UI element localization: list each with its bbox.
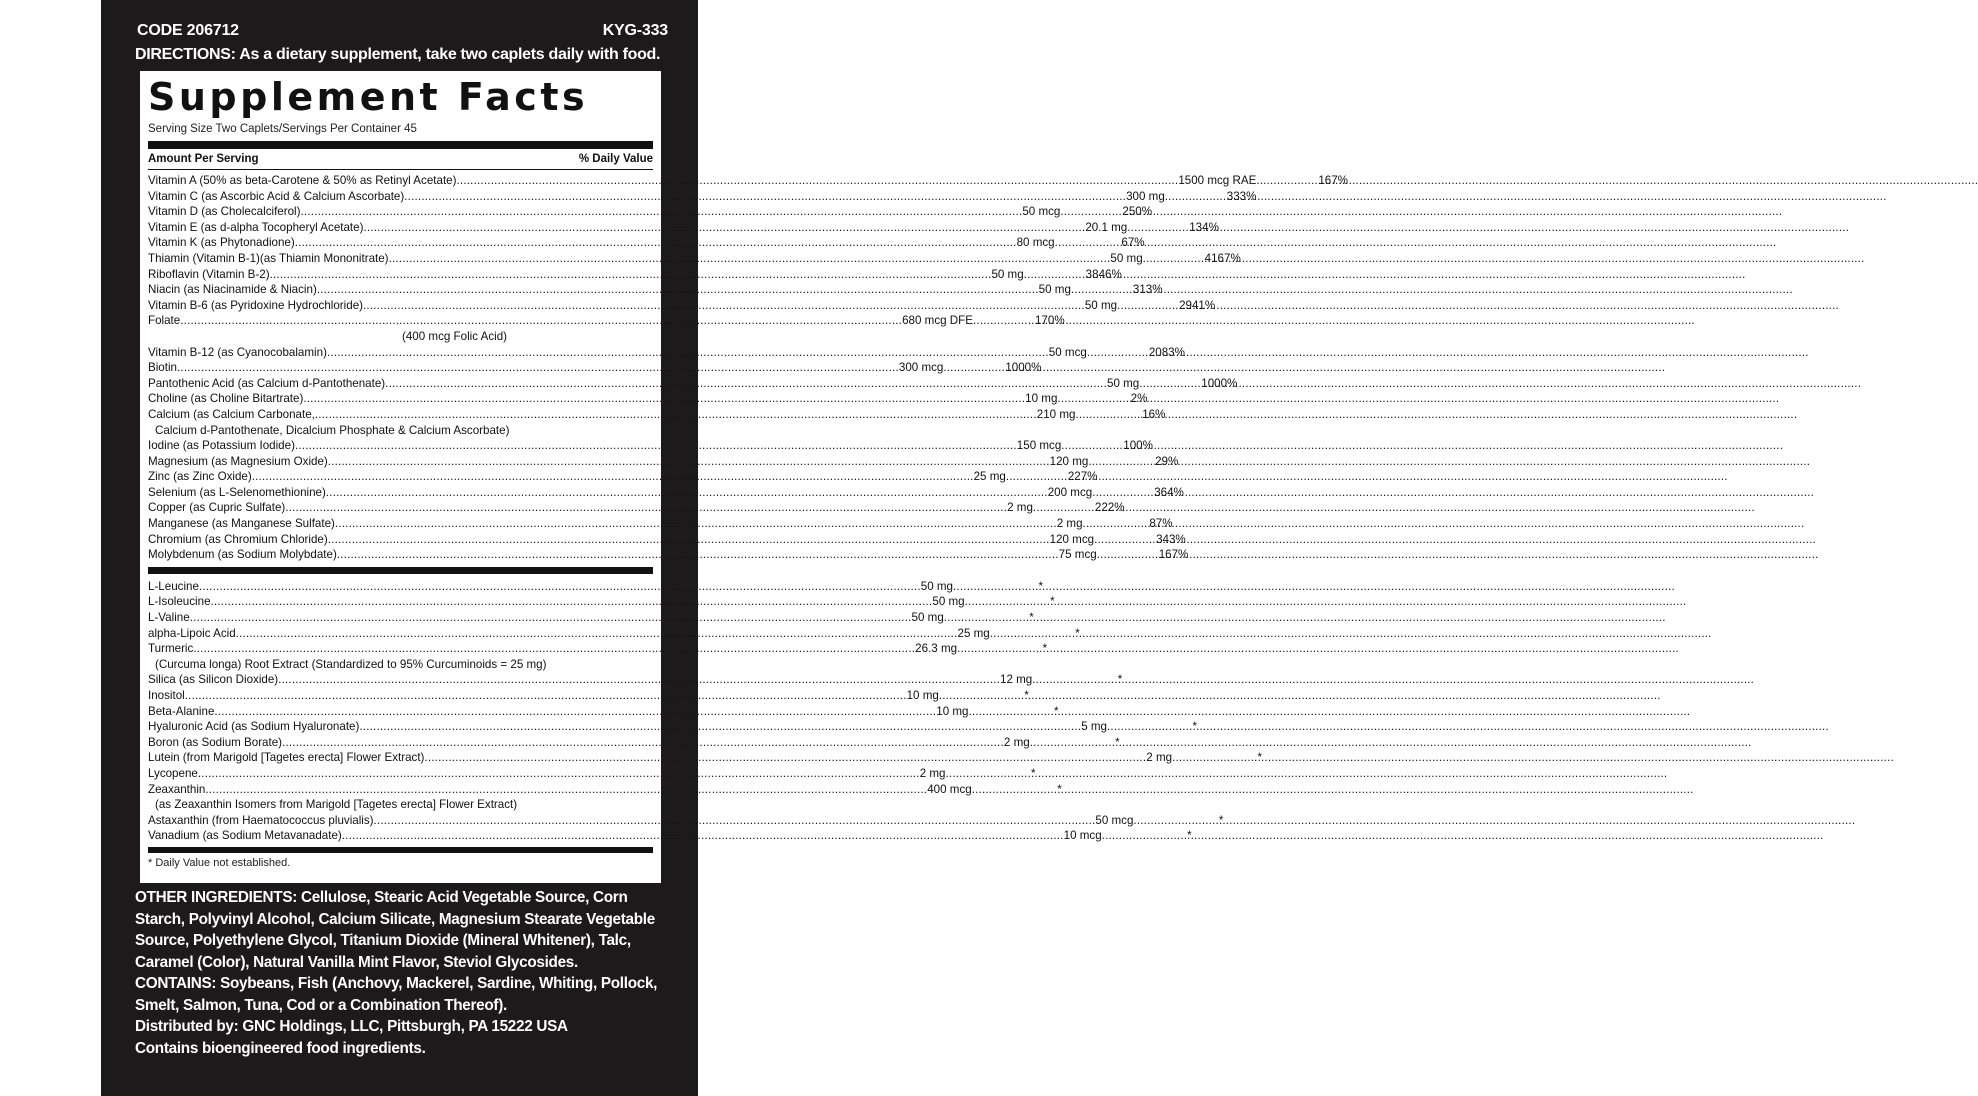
nutrient-daily-value: 2083% [1148, 345, 1185, 359]
leader-dots [363, 298, 1085, 314]
leader-dots [1057, 391, 1119, 407]
leader-dots [326, 485, 1048, 501]
leader-dots [1097, 547, 1159, 563]
nutrient-row [148, 704, 1059, 720]
leader-dots [1006, 469, 1068, 485]
leader-dots [236, 626, 958, 642]
leader-dots [1088, 454, 1150, 470]
leader-dots [335, 516, 1057, 532]
nutrient-name: Molybdenum (as Sodium Molybdate) [148, 548, 337, 562]
nutrient-row [148, 610, 1034, 626]
nutrient-amount: 25 mg [957, 626, 990, 640]
nutrient-daily-value: 343% [1156, 532, 1186, 546]
nutrient-row [148, 735, 1120, 751]
nutrient-amount: 680 mcg DFE [902, 314, 973, 328]
nutrient-amount: 20.1 mg [1085, 220, 1128, 234]
product-code-right: KYG-333 [602, 22, 668, 39]
leader-dots [252, 469, 974, 485]
nutrient-amount: 50 mg [1107, 376, 1140, 390]
label-bottom-text [135, 887, 675, 1059]
nutrient-row [148, 345, 1185, 361]
nutrient-daily-value: * [1050, 595, 1055, 609]
nutrient-row [148, 641, 1048, 657]
nutrient-row [148, 672, 1123, 688]
nutrient-row [148, 204, 1153, 220]
nutrient-name: Calcium (as Calcium Carbonate, [148, 407, 315, 421]
nutrient-row [148, 267, 1122, 283]
nutrient-amount: 50 mg [932, 595, 965, 609]
nutrient-row [148, 173, 1348, 189]
nutrient-daily-value: 222% [1094, 501, 1125, 515]
leader-dots [943, 360, 1005, 376]
nutrient-amount: 2 mg [919, 766, 946, 780]
nutrient-name: Iodine (as Potassium Iodide) [148, 439, 295, 453]
leader-dots [1075, 407, 1137, 423]
leader-dots [180, 313, 902, 329]
leader-dots [1055, 235, 1117, 251]
leader-dots [946, 766, 1008, 782]
leader-dots [295, 438, 1017, 454]
leader-dots [301, 204, 1023, 220]
dv-header: % Daily Value [578, 153, 653, 165]
nutrient-daily-value: * [1042, 642, 1048, 656]
nutrient-row [148, 532, 1186, 548]
nutrient-daily-value: 167% [1318, 174, 1348, 187]
nutrient-amount: 300 mg [1126, 189, 1165, 203]
nutrient-daily-value: * [1038, 579, 1044, 593]
nutrient-row [148, 469, 1098, 485]
leader-dots [1256, 173, 1318, 189]
section-divider [148, 567, 653, 574]
nutrient-amount: 50 mcg [1095, 813, 1134, 827]
nutrient-row [148, 766, 1036, 782]
nutrient-daily-value: 227% [1067, 470, 1098, 484]
leader-dots [285, 500, 1007, 516]
nutrient-name: Chromium (as Chromium Chloride) [148, 532, 328, 546]
nutrient-row [148, 298, 1216, 314]
leader-dots [328, 454, 1050, 470]
nutrient-row [148, 189, 1257, 205]
nutrient-name: Lutein (from Marigold [Tagetes erecta] Flower Extract) [148, 751, 425, 765]
leader-dots [374, 813, 1096, 829]
leader-dots [193, 641, 915, 657]
leader-dots [1117, 298, 1179, 314]
nutrient-name: Manganese (as Manganese Sulfate) [148, 517, 335, 531]
nutrient-name: Vanadium (as Sodium Metavanadate) [148, 829, 342, 843]
nutrient-daily-value: * [1075, 626, 1080, 640]
leader-dots [972, 782, 1034, 798]
nutrient-row [148, 376, 1238, 392]
leader-dots [1094, 532, 1156, 548]
nutrient-row [148, 438, 1153, 454]
nutrient-amount: 80 mcg [1016, 236, 1055, 250]
nutrient-amount: 2 mg [1056, 517, 1083, 531]
nutrient-amount: 2 mg [1003, 735, 1030, 749]
nutrient-daily-value: 2941% [1179, 298, 1216, 312]
leader-dots [359, 719, 1081, 735]
nutrient-name: Zeaxanthin [148, 782, 206, 796]
nutrient-amount: 12 mg [1000, 673, 1033, 687]
leader-dots [1030, 735, 1092, 751]
nutrient-row [148, 813, 1224, 829]
leader-dots [205, 782, 927, 798]
nutrient-name: Selenium (as L-Selenomethionine) [148, 485, 326, 499]
nutrient-amount: 75 mcg [1058, 548, 1097, 562]
nutrient-amount: 120 mg [1049, 454, 1089, 468]
nutrient-name: Folate [148, 314, 181, 328]
nutrient-amount: 200 mcg [1047, 485, 1093, 499]
leader-dots [965, 594, 1027, 610]
nutrient-row [148, 750, 1263, 766]
nutrient-name: Zinc (as Zinc Oxide) [148, 470, 252, 484]
nutrient-row [148, 626, 1080, 642]
nutrient-daily-value: 333% [1226, 189, 1257, 203]
nutrient-name: Niacin (as Niacinamide & Niacin) [148, 283, 317, 297]
nutrient-amount: 50 mg [991, 267, 1024, 281]
nutrient-amount: 25 mg [973, 470, 1006, 484]
leader-dots [327, 345, 1049, 361]
leader-dots [1024, 267, 1086, 283]
column-headers [148, 149, 653, 169]
leader-dots [1139, 376, 1201, 392]
leader-dots [295, 235, 1017, 251]
leader-dots [342, 828, 1064, 844]
nutrient-daily-value: * [1029, 611, 1034, 625]
nutrient-daily-value: * [1024, 689, 1029, 702]
leader-dots [973, 313, 1035, 329]
leader-dots [939, 688, 1001, 704]
other-ingredients: OTHER INGREDIENTS: Cellulose, Stearic Acid Vegetable Source, Corn Starch, Polyvinyl Alcohol, Calcium Silicate, Magnesium Stearate Vegetable Source, Polyethylene Glycol, Titanium Dioxide (Mineral Whitener), Talc, Caramel (Color), Natural Vanilla Mint Flavor, Steviol Glycosides. [135, 889, 655, 971]
nutrient-amount: 50 mg [1110, 251, 1143, 265]
calcium-note: Calcium d-Pantothenate, Dicalcium Phosphate & Calcium Ascorbate) [155, 423, 510, 437]
nutrient-amount: 50 mg [911, 611, 944, 625]
nutrient-row [148, 220, 1219, 236]
nutrient-daily-value: 313% [1132, 283, 1163, 297]
nutrient-name: Biotin [148, 361, 178, 375]
nutrient-name: Boron (as Sodium Borate) [148, 735, 283, 749]
leader-dots [1107, 719, 1169, 735]
leader-dots [328, 532, 1050, 548]
nutrient-daily-value: * [1257, 751, 1263, 765]
zeaxanthin-note: (as Zeaxanthin Isomers from Marigold [Tagetes erecta] Flower Extract) [155, 798, 518, 812]
nutrient-row [148, 719, 1197, 735]
leader-dots [1143, 251, 1205, 267]
leader-dots [214, 704, 936, 720]
nutrient-row [148, 828, 1192, 844]
leader-dots [1032, 672, 1094, 688]
nutrient-row [148, 454, 1179, 470]
nutrient-daily-value: 170% [1034, 314, 1065, 328]
nutrient-name: Copper (as Cupric Sulfate) [148, 501, 286, 515]
nutrient-name: L-Isoleucine [148, 595, 211, 609]
nutrient-daily-value: 3846% [1085, 267, 1122, 281]
nutrient-daily-value: 4167% [1204, 251, 1241, 265]
nutrient-daily-value: * [1115, 735, 1120, 749]
nutrient-amount: 2 mg [1146, 751, 1173, 765]
facts-title: Supplement Facts [148, 75, 589, 119]
leader-dots [944, 610, 1006, 626]
leader-dots [315, 407, 1037, 423]
nutrient-amount: 300 mcg [898, 361, 944, 375]
footnote: * Daily Value not established. [148, 856, 291, 869]
nutrient-amount: 10 mg [936, 704, 969, 718]
nutrient-row [148, 547, 1189, 563]
nutrient-amount: 26.3 mg [915, 642, 958, 656]
turmeric-note: (Curcuma longa) Root Extract (Standardized to 95% Curcuminoids = 25 mg) [155, 657, 547, 671]
nutrient-name: Vitamin C (as Ascorbic Acid & Calcium Ascorbate) [148, 189, 405, 203]
nutrient-row [148, 594, 1055, 610]
nutrient-row [148, 516, 1173, 532]
nutrient-name: Thiamin (Vitamin B-1)(as Thiamin Mononitrate) [148, 251, 389, 265]
nutrient-amount: 10 mg [906, 689, 939, 702]
nutrient-amount: 10 mcg [1063, 829, 1102, 843]
nutrient-name: Inositol [148, 689, 185, 702]
nutrient-daily-value: 2% [1130, 392, 1148, 406]
leader-dots [456, 173, 1178, 189]
nutrient-row [148, 485, 1184, 501]
leader-dots [337, 547, 1059, 563]
nutrient-amount: 50 mg [920, 579, 954, 593]
nutrient-name: Vitamin A (50% as beta-Carotene & 50% as Retinyl Acetate) [148, 174, 457, 187]
nutrient-daily-value: * [1053, 704, 1059, 718]
leader-dots [1083, 516, 1145, 532]
nutrient-name: Vitamin B-6 (as Pyridoxine Hydrochloride) [148, 298, 363, 312]
nutrient-name: L-Valine [148, 611, 190, 625]
nutrient-row [148, 500, 1125, 516]
code-row [135, 22, 668, 42]
leader-dots [1102, 828, 1164, 844]
nutrient-daily-value: * [1218, 813, 1224, 827]
leader-dots [385, 376, 1107, 392]
nutrient-amount: 50 mg [1084, 298, 1118, 312]
leader-dots [317, 282, 1039, 298]
nutrient-row [148, 391, 1148, 407]
nutrient-amount: 5 mg [1081, 720, 1107, 734]
nutrient-daily-value: 1000% [1201, 376, 1238, 390]
nutrient-amount: 210 mg [1036, 407, 1076, 421]
nutrient-amount: 10 mg [1025, 392, 1058, 406]
nutrient-name: Beta-Alanine [148, 704, 215, 718]
nutrient-name: Lycopene [148, 766, 198, 780]
leader-dots [303, 391, 1025, 407]
supplement-facts-panel [140, 71, 1348, 883]
nutrient-daily-value: 87% [1149, 517, 1173, 531]
nutrient-row [148, 688, 1029, 704]
nutrient-daily-value: * [1057, 782, 1062, 796]
nutrient-name: alpha-Lipoic Acid [148, 626, 236, 640]
leader-dots [990, 626, 1052, 642]
leader-dots [1033, 500, 1095, 516]
leader-dots [199, 579, 921, 595]
leader-dots [278, 672, 1000, 688]
leader-dots [953, 579, 1015, 595]
leader-dots [1127, 220, 1189, 236]
nutrient-amount: 150 mcg [1016, 439, 1062, 453]
nutrient-daily-value: 1000% [1005, 361, 1042, 375]
leader-dots [1172, 750, 1234, 766]
folate-note: (400 mcg Folic Acid) [402, 329, 508, 343]
nutrient-daily-value: * [1187, 829, 1192, 843]
nutrient-amount: 50 mcg [1022, 205, 1061, 219]
leader-dots [211, 594, 933, 610]
nutrient-amount: 1500 mcg RAE [1178, 174, 1257, 187]
leader-dots [1165, 189, 1227, 205]
nutrient-name: Magnesium (as Magnesium Oxide) [148, 454, 328, 468]
nutrient-name: Astaxanthin (from Haematococcus pluvialis) [148, 813, 374, 827]
nutrient-daily-value: 167% [1158, 548, 1189, 562]
leader-dots [282, 735, 1004, 751]
nutrient-name: Riboflavin (Vitamin B-2) [148, 267, 270, 281]
leader-dots [190, 610, 912, 626]
nutrient-daily-value: * [1030, 766, 1036, 780]
leader-dots [1061, 438, 1123, 454]
nutrient-row [148, 360, 1042, 376]
nutrient-row [148, 282, 1163, 298]
leader-dots [957, 641, 1019, 657]
nutrient-amount: 50 mcg [1048, 345, 1087, 359]
thick-divider [148, 141, 653, 149]
leader-dots [270, 267, 992, 283]
leader-dots [1087, 345, 1149, 361]
nutrient-name: Turmeric [148, 642, 194, 656]
serving-size: Serving Size Two Caplets/Servings Per Container 45 [148, 123, 417, 135]
leader-dots [968, 704, 1030, 720]
nutrient-name: L-Leucine [148, 579, 199, 593]
leader-dots [1060, 204, 1122, 220]
nutrient-name: Choline (as Choline Bitartrate) [148, 392, 304, 406]
nutrient-name: Vitamin B-12 (as Cyanocobalamin) [148, 345, 327, 359]
nutrient-amount: 120 mcg [1049, 532, 1095, 546]
nutrient-name: Vitamin D (as Cholecalciferol) [148, 205, 301, 219]
nutrient-name: Vitamin K (as Phytonadione) [148, 236, 295, 250]
nutrient-daily-value: 100% [1123, 439, 1153, 453]
nutrient-row [148, 407, 1166, 423]
directions: DIRECTIONS: As a dietary supplement, take two caplets daily with food. [135, 46, 661, 63]
bioengineered-notice: Contains bioengineered food ingredients. [135, 1039, 426, 1057]
nutrient-daily-value: 364% [1154, 485, 1184, 499]
leader-dots [198, 766, 920, 782]
nutrient-daily-value: * [1117, 673, 1123, 687]
thin-divider [148, 169, 653, 170]
nutrient-table [148, 173, 1348, 844]
distributed-by: Distributed by: GNC Holdings, LLC, Pittsburgh, PA 15222 USA [135, 1018, 568, 1035]
leader-dots [177, 360, 899, 376]
leader-dots [1071, 282, 1133, 298]
leader-dots [1092, 485, 1154, 501]
leader-dots [185, 688, 907, 704]
nutrient-name: Hyaluronic Acid (as Sodium Hyaluronate) [148, 720, 360, 734]
nutrient-daily-value: 134% [1189, 220, 1219, 234]
product-code-left: CODE 206712 [137, 22, 239, 39]
nutrient-name: Vitamin E (as d-alpha Tocopheryl Acetate) [148, 220, 364, 234]
leader-dots [424, 750, 1146, 766]
leader-dots [389, 251, 1111, 267]
nutrient-daily-value: 67% [1121, 236, 1145, 250]
leader-dots [363, 220, 1085, 236]
nutrient-row [148, 235, 1145, 251]
nutrient-daily-value: 16% [1142, 407, 1166, 421]
nutrient-row [148, 782, 1062, 798]
nutrient-row [148, 251, 1241, 267]
contains-allergens: CONTAINS: Soybeans, Fish (Anchovy, Mackerel, Sardine, Whiting, Pollock, Smelt, Salmon, Tuna, Cod or a Combination Thereof). [135, 975, 658, 1014]
nutrient-daily-value: 29% [1155, 454, 1179, 468]
leader-dots [404, 189, 1126, 205]
nutrient-daily-value: * [1192, 720, 1197, 734]
nutrient-amount: 2 mg [1007, 501, 1033, 515]
nutrient-daily-value: 250% [1122, 205, 1153, 219]
nutrient-amount: 50 mg [1038, 283, 1071, 297]
nutrient-name: Pantothenic Acid (as Calcium d-Pantothenate) [148, 376, 386, 390]
nutrient-row [148, 313, 1065, 329]
nutrient-amount: 400 mcg [927, 782, 972, 796]
leader-dots [1133, 813, 1195, 829]
nutrient-row [148, 579, 1044, 595]
nutrient-name: Silica (as Silicon Dioxide) [148, 673, 279, 687]
amount-header: Amount Per Serving [148, 153, 259, 165]
